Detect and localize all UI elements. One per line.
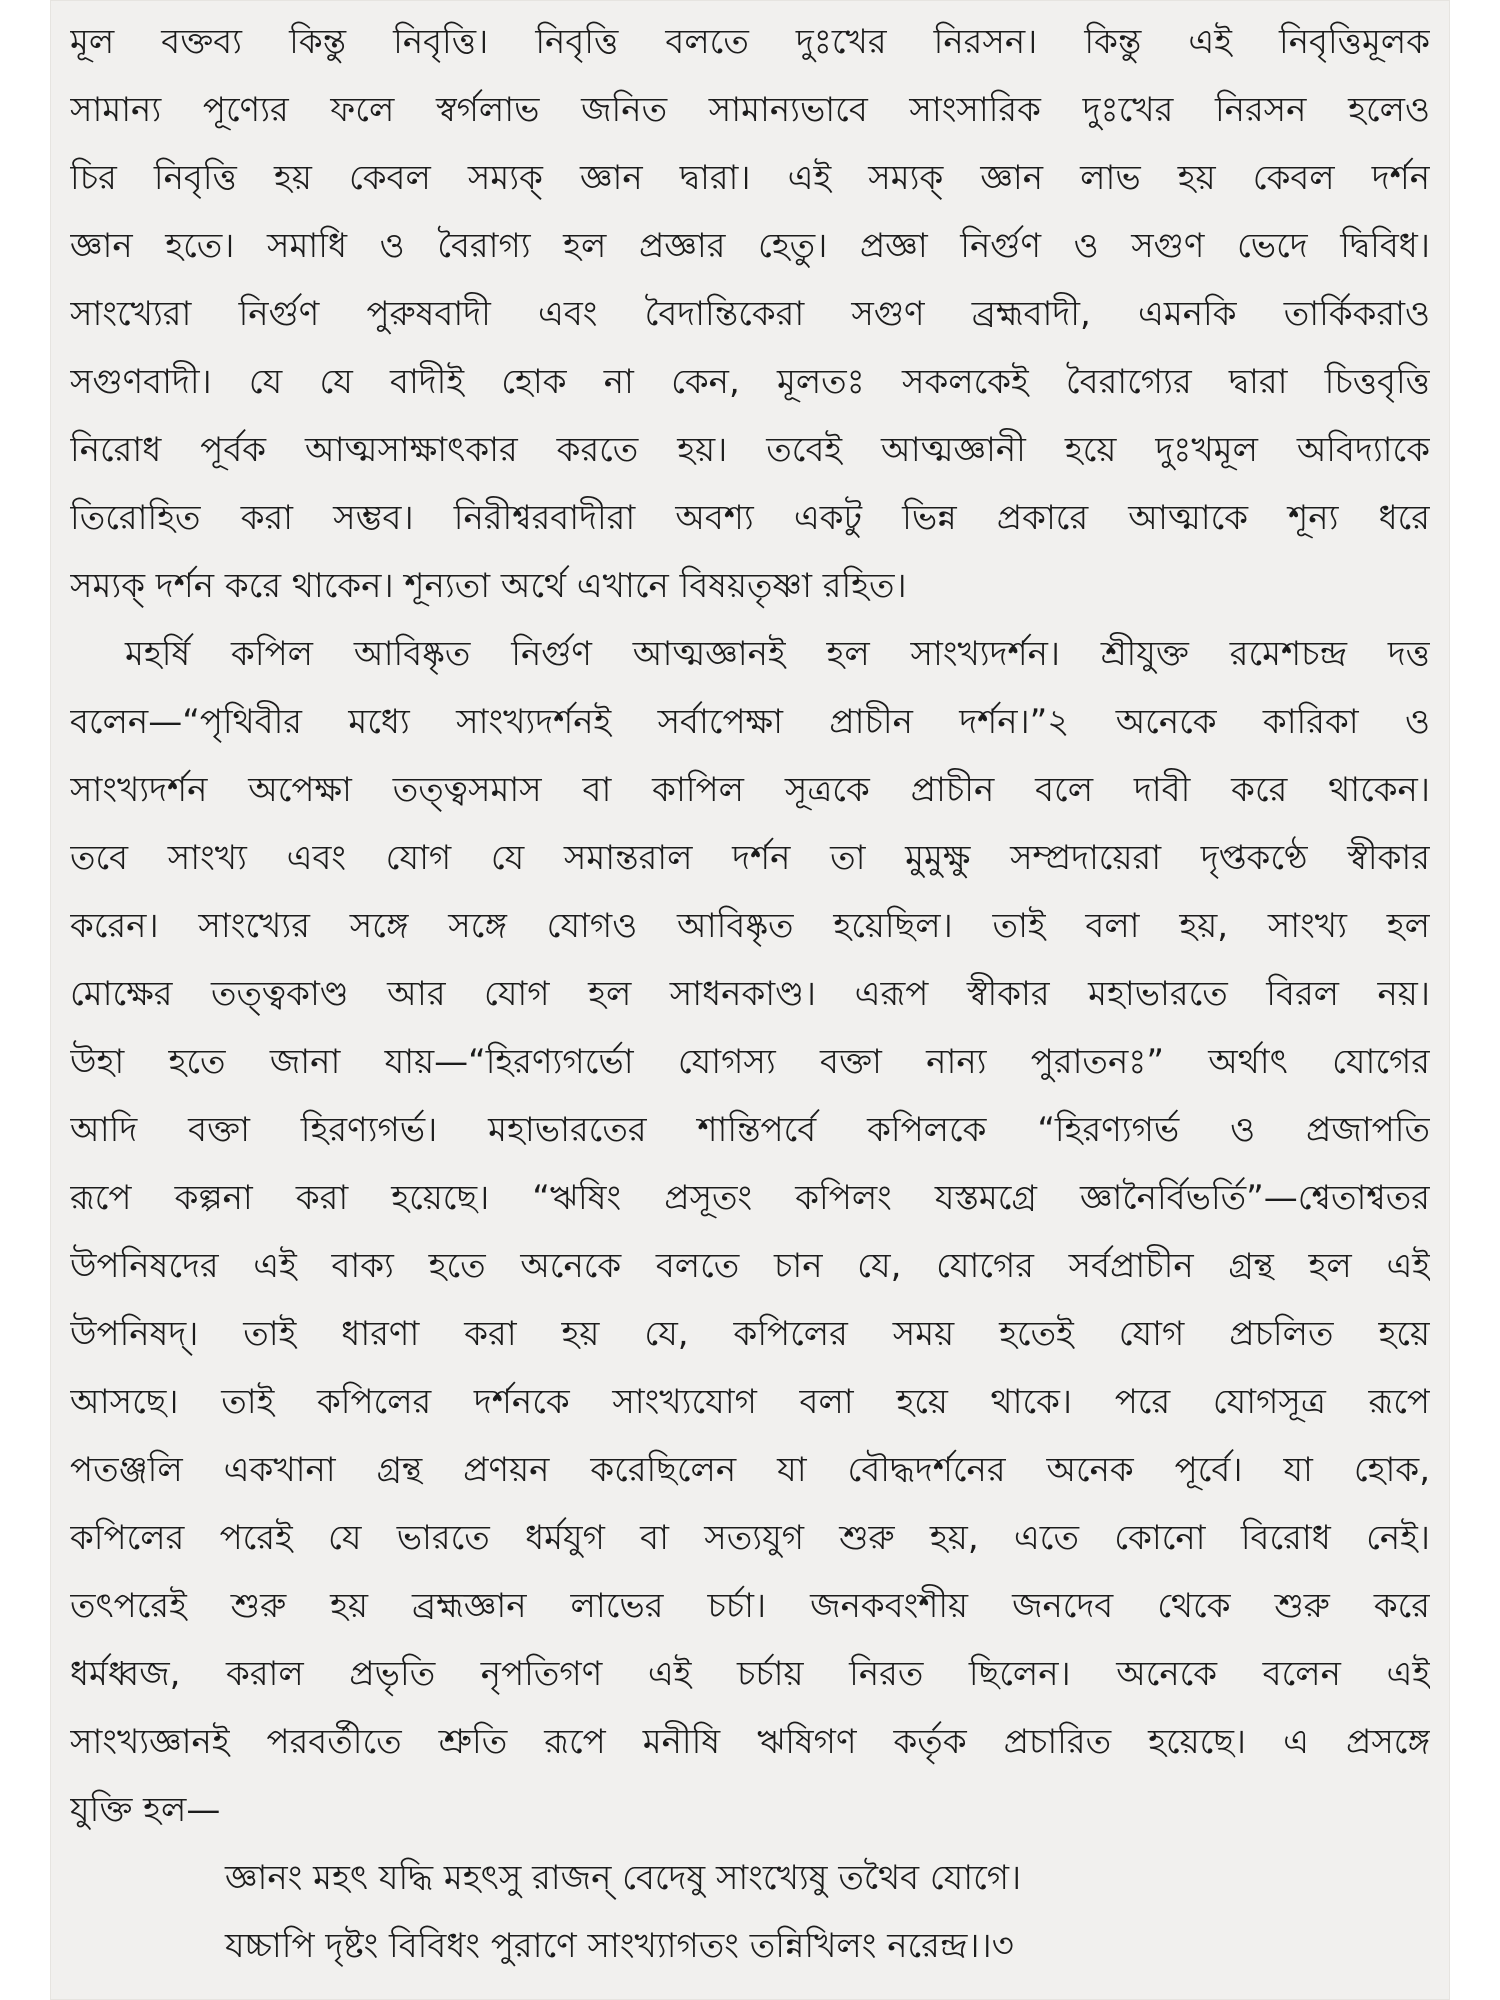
text-line: চির নিবৃত্তি হয় কেবল সম্যক্ জ্ঞান দ্বারা। এই সম্যক্ জ্ঞান লাভ হয় কেবল দর্শন [70,158,1430,198]
text-line: আসছে। তাই কপিলের দর্শনকে সাংখ্যযোগ বলা হয়ে থাকে। পরে যোগসূত্র রূপে [70,1382,1430,1422]
text-line: যুক্তি হল— [70,1790,221,1830]
verse-line: জ্ঞানং মহৎ যদ্ধি মহৎসু রাজন্ বেদেষু সাংখ্যেষু তথৈব যোগে। [225,1858,1022,1898]
text-line: উপনিষদের এই বাক্য হতে অনেকে বলতে চান যে, যোগের সর্বপ্রাচীন গ্রন্থ হল এই [70,1246,1430,1286]
text-line: তৎপরেই শুরু হয় ব্রহ্মজ্ঞান লাভের চর্চা। জনকবংশীয় জনদেব থেকে শুরু করে [70,1586,1430,1626]
text-line: ধর্মধ্বজ, করাল প্রভৃতি নৃপতিগণ এই চর্চায় নিরত ছিলেন। অনেকে বলেন এই [70,1654,1430,1694]
verse-quotation [70,1844,1430,1980]
page-text [70,8,1430,1980]
text-line: সগুণবাদী। যে যে বাদীই হোক না কেন, মূলতঃ সকলকেই বৈরাগ্যের দ্বারা চিত্তবৃত্তি [70,362,1430,402]
verse-line: যচ্চাপি দৃষ্টং বিবিধং পুরাণে সাংখ্যাগতং তন্নিখিলং নরেন্দ্র।।৩ [225,1926,1014,1966]
text-line: উপনিষদ্। তাই ধারণা করা হয় যে, কপিলের সময় হতেই যোগ প্রচলিত হয়ে [70,1314,1430,1354]
paragraph-1 [70,8,1430,620]
text-line: মোক্ষের তত্ত্বকাণ্ড আর যোগ হল সাধনকাণ্ড। এরূপ স্বীকার মহাভারতে বিরল নয়। [70,974,1430,1014]
text-line: সাংখ্যদর্শন অপেক্ষা তত্ত্বসমাস বা কাপিল সূত্রকে প্রাচীন বলে দাবী করে থাকেন। [70,770,1430,810]
text-line: নিরোধ পূর্বক আত্মসাক্ষাৎকার করতে হয়। তবেই আত্মজ্ঞানী হয়ে দুঃখমূল অবিদ্যাকে [70,430,1430,470]
text-line: মহর্ষি কপিল আবিষ্কৃত নির্গুণ আত্মজ্ঞানই হল সাংখ্যদর্শন। শ্রীযুক্ত রমেশচন্দ্র দত্ত [125,634,1430,674]
text-line: সাংখ্যজ্ঞানই পরবর্তীতে শ্রুতি রূপে মনীষি ঋষিগণ কর্তৃক প্রচারিত হয়েছে। এ প্রসঙ্গে [70,1722,1430,1762]
text-line: মূল বক্তব্য কিন্তু নিবৃত্তি। নিবৃত্তি বলতে দুঃখের নিরসন। কিন্তু এই নিবৃত্তিমূলক [70,22,1430,62]
text-line: করেন। সাংখ্যের সঙ্গে সঙ্গে যোগও আবিষ্কৃত হয়েছিল। তাই বলা হয়, সাংখ্য হল [70,906,1430,946]
text-line: তিরোহিত করা সম্ভব। নিরীশ্বরবাদীরা অবশ্য একটু ভিন্ন প্রকারে আত্মাকে শূন্য ধরে [70,498,1430,538]
text-line: জ্ঞান হতে। সমাধি ও বৈরাগ্য হল প্রজ্ঞার হেতু। প্রজ্ঞা নির্গুণ ও সগুণ ভেদে দ্বিবিধ। [70,226,1430,266]
text-line: কপিলের পরেই যে ভারতে ধর্মযুগ বা সত্যযুগ শুরু হয়, এতে কোনো বিরোধ নেই। [70,1518,1430,1558]
text-line: সামান্য পূণ্যের ফলে স্বর্গলাভ জনিত সামান্যভাবে সাংসারিক দুঃখের নিরসন হলেও [70,90,1430,130]
text-line: উহা হতে জানা যায়—“হিরণ্যগর্ভো যোগস্য বক্তা নান্য পুরাতনঃ” অর্থাৎ যোগের [70,1042,1430,1082]
text-line: আদি বক্তা হিরণ্যগর্ভ। মহাভারতের শান্তিপর্বে কপিলকে “হিরণ্যগর্ভ ও প্রজাপতি [70,1110,1430,1150]
paragraph-2 [70,620,1430,1844]
text-line: পতঞ্জলি একখানা গ্রন্থ প্রণয়ন করেছিলেন যা বৌদ্ধদর্শনের অনেক পূর্বে। যা হোক, [70,1450,1430,1490]
text-line: তবে সাংখ্য এবং যোগ যে সমান্তরাল দর্শন তা মুমুক্ষু সম্প্রদায়েরা দৃপ্তকণ্ঠে স্বীকার [70,838,1430,878]
text-line: রূপে কল্পনা করা হয়েছে। “ঋষিং প্রসূতং কপিলং যস্তমগ্রে জ্ঞানৈর্বিভর্তি”—শ্বেতাশ্বতর [70,1178,1430,1218]
text-line: সাংখ্যেরা নির্গুণ পুরুষবাদী এবং বৈদান্তিকেরা সগুণ ব্রহ্মবাদী, এমনকি তার্কিকরাও [70,294,1430,334]
text-line: সম্যক্ দর্শন করে থাকেন। শূন্যতা অর্থে এখানে বিষয়তৃষ্ণা রহিত। [70,566,907,606]
text-line: বলেন—“পৃথিবীর মধ্যে সাংখ্যদর্শনই সর্বাপেক্ষা প্রাচীন দর্শন।”২ অনেকে কারিকা ও [70,702,1430,742]
book-page [50,0,1450,2000]
